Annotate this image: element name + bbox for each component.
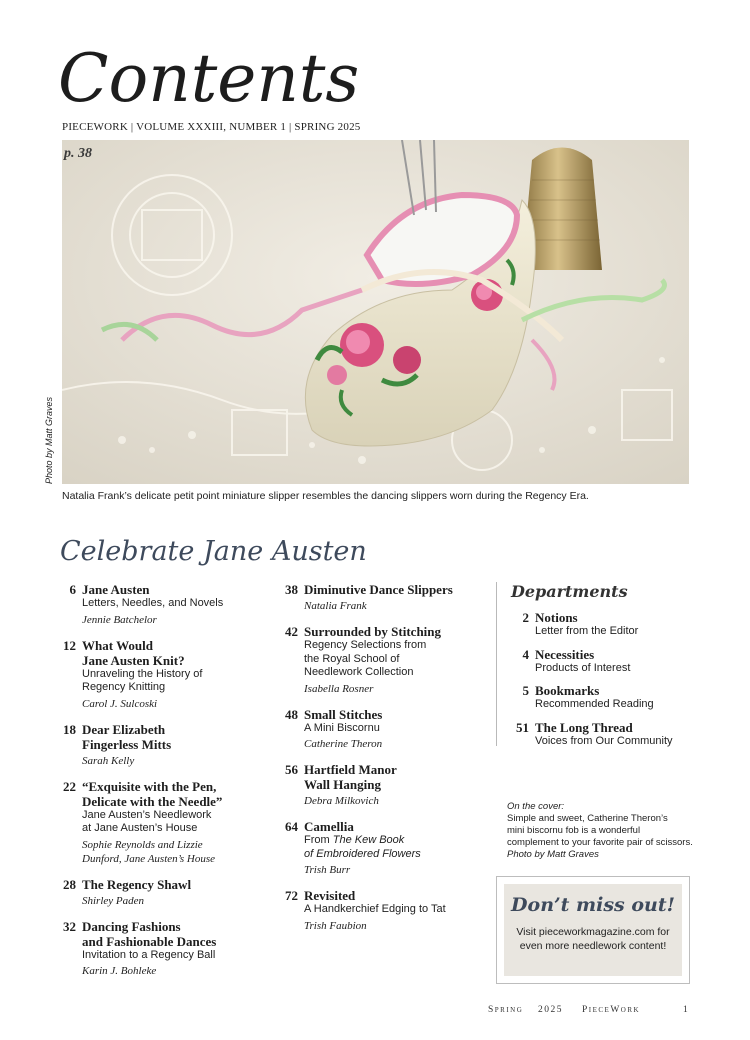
footer-season: Spring	[488, 1005, 524, 1015]
departments-heading: Departments	[511, 582, 628, 601]
toc-entry[interactable]	[58, 638, 273, 711]
toc-title: Surrounded by Stitching	[304, 624, 442, 639]
toc-title: Camellia	[304, 819, 354, 834]
footer-page-number: 1	[683, 1005, 688, 1015]
toc-description	[304, 834, 490, 861]
toc-entry[interactable]	[58, 722, 273, 768]
toc-entry[interactable]	[280, 707, 490, 752]
toc-author: Carol J. Sulcoski	[82, 697, 158, 710]
toc-author: Isabella Rosner	[304, 682, 374, 695]
toc-page-number: 4	[522, 646, 529, 662]
toc-description: A Handkerchief Edging to Tat	[304, 903, 446, 915]
toc-description: Recommended Reading	[535, 698, 654, 710]
toc-title: The Long Thread	[535, 719, 633, 735]
toc-page-number: 48	[285, 706, 298, 722]
toc-title: What Would Jane Austen Knit?	[82, 637, 185, 668]
promo-panel	[504, 884, 682, 976]
toc-description-prefix: From	[304, 834, 333, 846]
toc-title: Hartfield Manor Wall Hanging	[304, 762, 397, 792]
toc-title: Notions	[535, 610, 578, 625]
toc-author: Sophie Reynolds and Lizzie Dunford, Jane Austen’s House	[82, 838, 216, 865]
toc-author: Catherine Theron	[304, 738, 383, 750]
cover-note-label: On the cover:	[507, 801, 565, 812]
toc-description: A Mini Biscornu	[304, 721, 380, 734]
cover-photo	[62, 140, 689, 484]
toc-description: Invitation to a Regency Ball	[82, 948, 216, 961]
promo-title: Don’t miss out!	[511, 894, 675, 916]
toc-page-number: 2	[522, 610, 529, 625]
toc-title: Jane Austen	[82, 582, 150, 597]
toc-description: Letters, Needles, and Novels	[82, 597, 224, 609]
toc-entry[interactable]	[58, 877, 273, 908]
toc-page-number: 22	[63, 778, 76, 794]
toc-page-number: 28	[63, 876, 76, 892]
toc-description: Products of Interest	[535, 661, 631, 674]
footer-year: 2025	[538, 1005, 563, 1015]
toc-entry[interactable]	[58, 779, 273, 866]
dept-entry[interactable]	[511, 647, 696, 676]
toc-page-number: 5	[522, 683, 529, 698]
departments-box	[496, 582, 696, 746]
toc-entry[interactable]	[280, 888, 490, 933]
toc-title: Diminutive Dance Slippers	[304, 582, 453, 597]
toc-page-number: 72	[285, 888, 298, 903]
toc-entry[interactable]	[280, 582, 490, 613]
toc-page-number: 38	[285, 582, 298, 597]
toc-author: Karin J. Bohleke	[82, 965, 157, 977]
section-heading: Celebrate Jane Austen	[60, 536, 367, 567]
toc-author: Jennie Batchelor	[82, 613, 157, 626]
toc-book-title: The Kew Book of Embroidered Flowers	[304, 834, 421, 860]
photo-page-ref[interactable]: p. 38	[64, 146, 92, 161]
toc-title: “Exquisite with the Pen, Delicate with the Needle”	[82, 778, 223, 809]
toc-author: Trish Burr	[304, 864, 351, 876]
toc-description: Letter from the Editor	[535, 625, 639, 637]
toc-page-number: 42	[285, 624, 298, 639]
toc-entry[interactable]	[58, 582, 273, 627]
promo-text[interactable]: Visit pieceworkmagazine.com for even more needlework content!	[516, 926, 670, 952]
toc-page-number: 18	[63, 721, 76, 737]
toc-page-number: 51	[516, 719, 529, 735]
toc-title: Dancing Fashions and Fashionable Dances	[82, 918, 217, 949]
toc-author: Natalia Frank	[304, 600, 367, 612]
toc-description: Regency Selections from the Royal School of Needlework Collection	[304, 639, 427, 678]
contents-column-2	[280, 582, 490, 944]
photo-caption: Natalia Frank’s delicate petit point miniature slipper resembles the dancing slippers worn during the Regency Era.	[62, 490, 589, 502]
toc-title: Dear Elizabeth Fingerless Mitts	[82, 721, 172, 752]
toc-title: Revisited	[304, 888, 356, 903]
issue-line: PIECEWORK | VOLUME XXXIII, NUMBER 1 | SPRING 2025	[62, 121, 361, 133]
toc-description: Voices from Our Community	[535, 734, 673, 747]
toc-title: Bookmarks	[535, 683, 600, 698]
dept-entry[interactable]	[511, 610, 696, 639]
toc-title: Necessities	[535, 646, 595, 662]
cover-note-credit: Photo by Matt Graves	[507, 849, 599, 860]
toc-author: Debra Milkovich	[304, 795, 379, 807]
toc-title: The Regency Shawl	[82, 876, 192, 892]
toc-author: Trish Faubion	[304, 919, 367, 932]
contents-column-1	[58, 582, 273, 989]
toc-page-number: 12	[63, 637, 76, 653]
dept-entry[interactable]	[511, 683, 696, 712]
toc-author: Sarah Kelly	[82, 754, 135, 767]
toc-author: Shirley Paden	[82, 894, 145, 907]
photo-credit: Photo by Matt Graves	[44, 396, 54, 484]
toc-page-number: 56	[285, 762, 298, 777]
toc-description: Unraveling the History of Regency Knitting	[82, 667, 203, 693]
page-title: Contents	[58, 40, 360, 117]
toc-entry[interactable]	[58, 919, 273, 979]
promo-box[interactable]	[496, 876, 690, 984]
dept-entry[interactable]	[511, 720, 696, 749]
toc-page-number: 64	[285, 819, 298, 834]
footer-magazine: PieceWork	[582, 1005, 641, 1015]
toc-entry[interactable]	[280, 624, 490, 696]
toc-description: Jane Austen’s Needlework at Jane Austen’s House	[82, 808, 212, 834]
toc-entry[interactable]	[280, 762, 490, 808]
slipper-illustration	[62, 140, 689, 484]
toc-page-number: 32	[63, 918, 76, 934]
toc-title: Small Stitches	[304, 706, 383, 722]
toc-entry[interactable]	[280, 819, 490, 877]
cover-note-text: Simple and sweet, Catherine Theron’s mini biscornu fob is a wonderful complement to your favorite pair of scissors.	[507, 813, 693, 848]
toc-page-number: 6	[69, 582, 76, 597]
cover-note	[507, 801, 707, 861]
